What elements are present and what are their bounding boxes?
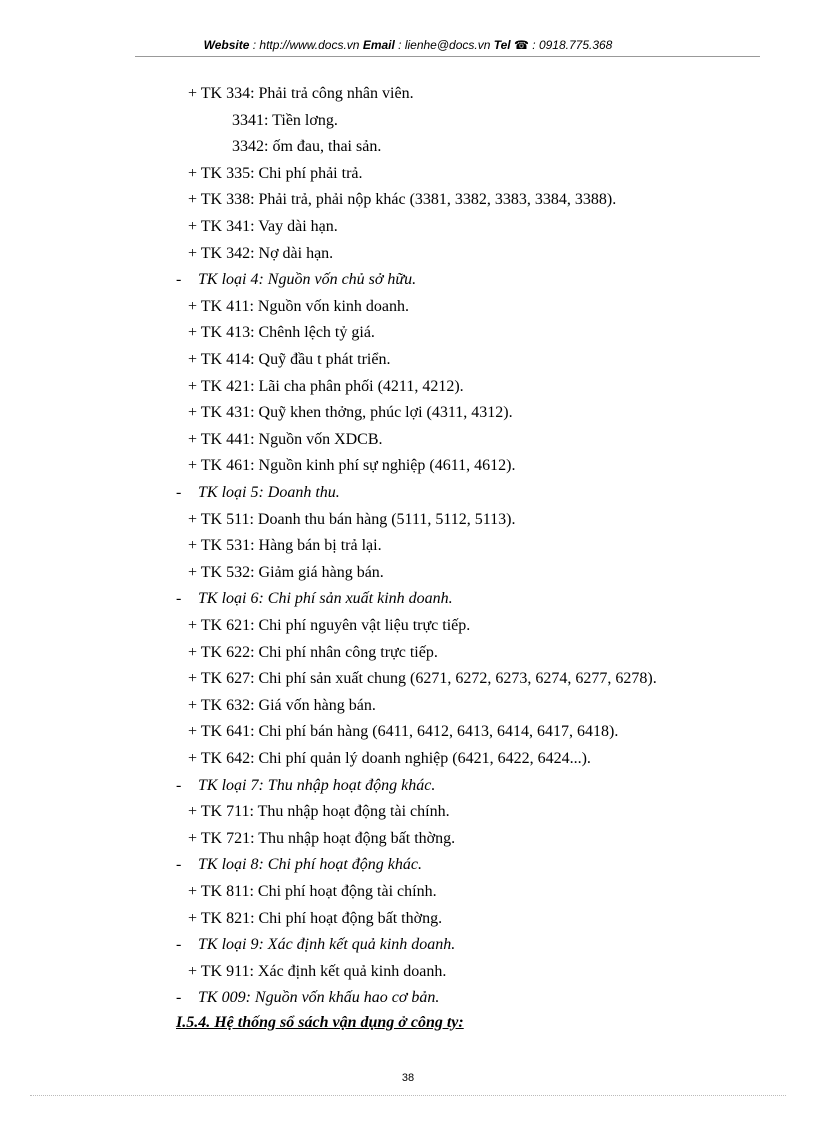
bullet-dash: -	[176, 484, 182, 501]
account-line: + TK 811: Chi phí hoạt động tài chính.	[188, 883, 437, 900]
account-category	[176, 988, 439, 1008]
account-line: + TK 531: Hàng bán bị trả lại.	[188, 537, 382, 555]
account-line: + TK 421: Lãi cha phân phối (4211, 4212).	[188, 377, 464, 395]
account-line: + TK 461: Nguồn kinh phí sự nghiệp (4611, 4612).	[188, 457, 516, 475]
bullet-dash: -	[176, 271, 182, 289]
account-line: + TK 627: Chi phí sản xuất chung (6271, 6272, 6273, 6274, 6277, 6278).	[188, 670, 657, 688]
sub-account-line: 3341: Tiền lơng.	[232, 111, 338, 129]
account-line: + TK 511: Doanh thu bán hàng (5111, 5112, 5113).	[188, 510, 516, 528]
account-line: + TK 411: Nguồn vốn kinh doanh.	[188, 297, 410, 315]
account-line: + TK 621: Chi phí nguyên vật liệu trực tiếp.	[188, 617, 471, 634]
section-heading: I.5.4. Hệ thống sổ sách vận dụng ở công ty:	[176, 1014, 464, 1031]
account-category	[176, 935, 455, 955]
email-label: Email	[362, 38, 395, 52]
telephone-icon: ☎	[513, 38, 529, 52]
tel-label: Tel	[493, 38, 511, 52]
account-category-text: TK loại 8: Chi phí hoạt động khác.	[198, 856, 422, 874]
account-line: + TK 911: Xác định kết quả kinh doanh.	[188, 962, 447, 980]
account-line: + TK 441: Nguồn vốn XDCB.	[188, 430, 383, 448]
account-category-text: TK loại 6: Chi phí sản xuất kinh doanh.	[198, 590, 453, 608]
page-number: 38	[401, 1072, 415, 1084]
page-header	[0, 38, 816, 52]
account-category	[176, 270, 416, 290]
account-line: + TK 711: Thu nhập hoạt động tài chính.	[188, 803, 450, 821]
account-category-text: TK loại 7: Thu nhập hoạt động khác.	[198, 776, 436, 794]
account-line: + TK 721: Thu nhập hoạt động bất thờng.	[188, 829, 456, 847]
account-category-text: TK loại 5: Doanh thu.	[198, 484, 340, 501]
account-category	[176, 776, 435, 796]
header-divider	[135, 56, 760, 57]
email-value: : lienhe@docs.vn	[394, 38, 494, 52]
bullet-dash: -	[176, 936, 182, 954]
account-category-text: TK loại 9: Xác định kết quả kinh doanh.	[198, 936, 456, 954]
footer-divider	[30, 1095, 786, 1096]
sub-account-line: 3342: ốm đau, thai sản.	[232, 138, 382, 156]
website-value: : http://www.docs.vn	[249, 38, 363, 52]
bullet-dash: -	[176, 989, 182, 1007]
account-line: + TK 414: Quỹ đầu t phát triển.	[188, 351, 391, 368]
account-line: + TK 335: Chi phí phải trả.	[188, 164, 363, 182]
account-category-text: TK loại 4: Nguồn vốn chủ sở hữu.	[198, 271, 417, 289]
account-line: + TK 632: Giá vốn hàng bán.	[188, 696, 376, 714]
bullet-dash: -	[176, 590, 182, 608]
account-category	[176, 483, 340, 503]
tel-value: : 0918.775.368	[528, 38, 613, 52]
account-line: + TK 341: Vay dài hạn.	[188, 218, 338, 235]
account-category	[176, 589, 453, 609]
account-line: + TK 532: Giảm giá hàng bán.	[188, 563, 384, 581]
website-label: Website	[203, 38, 250, 52]
account-line: + TK 821: Chi phí hoạt động bất thờng.	[188, 909, 443, 927]
account-line: + TK 641: Chi phí bán hàng (6411, 6412, 6413, 6414, 6417, 6418).	[188, 723, 619, 741]
account-line: + TK 334: Phải trả công nhân viên.	[188, 85, 414, 102]
bullet-dash: -	[176, 776, 182, 794]
account-line: + TK 413: Chênh lệch tỷ giá.	[188, 324, 375, 342]
bullet-dash: -	[176, 856, 182, 874]
account-category-text: TK 009: Nguồn vốn khấu hao cơ bản.	[198, 989, 440, 1007]
account-line: + TK 431: Quỹ khen thởng, phúc lợi (4311, 4312).	[188, 404, 513, 422]
account-category	[176, 855, 422, 875]
account-line: + TK 338: Phải trả, phải nộp khác (3381, 3382, 3383, 3384, 3388).	[188, 191, 617, 209]
account-line: + TK 622: Chi phí nhân công trực tiếp.	[188, 643, 438, 661]
account-line: + TK 342: Nợ dài hạn.	[188, 244, 334, 262]
account-line: + TK 642: Chi phí quản lý doanh nghiệp (6421, 6422, 6424...).	[188, 750, 591, 767]
